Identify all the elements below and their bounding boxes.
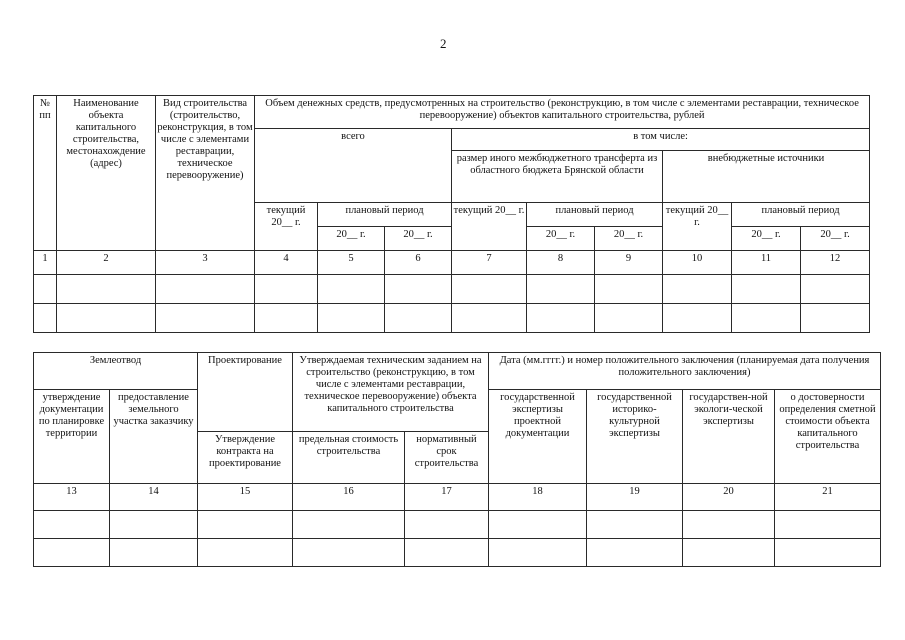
header-extrabudgetary-sources: внебюджетные источники (663, 151, 870, 203)
column-number: 17 (405, 484, 489, 511)
header-interbudget-transfer: размер иного межбюджетного трансферта из областного бюджета Брянской области (452, 151, 663, 203)
table-row (34, 304, 870, 333)
column-number: 21 (775, 484, 881, 511)
empty-cell (683, 539, 775, 567)
column-number: 1 (34, 251, 57, 275)
header-conclusion-date: Дата (мм.гггг.) и номер положительного заключения (планируемая дата получения положительного заключения) (489, 353, 881, 390)
empty-cell (34, 304, 57, 333)
table-row (34, 275, 870, 304)
empty-cell (198, 539, 293, 567)
column-number: 15 (198, 484, 293, 511)
empty-cell (385, 275, 452, 304)
empty-cell (489, 511, 587, 539)
header-standard-term: нормативный срок строительства (405, 432, 489, 484)
empty-cell (452, 304, 527, 333)
empty-cell (527, 304, 595, 333)
empty-cell (198, 511, 293, 539)
empty-cell (34, 511, 110, 539)
header-ecological-expertise: государствен-ной экологи-ческой экспертизы (683, 390, 775, 484)
empty-cell (293, 539, 405, 567)
header-including: в том числе: (452, 129, 870, 151)
empty-cell (595, 304, 663, 333)
header-planned-year: 20__ г. (732, 227, 801, 251)
table-row (34, 511, 881, 539)
empty-cell (110, 511, 198, 539)
header-planned-year: 20__ г. (801, 227, 870, 251)
header-funding-volume: Объем денежных средств, предусмотренных на строительство (реконструкцию, в том числе с элементами реставрации, техническое перевооружение) объектов капитального строительства, рублей (255, 96, 870, 129)
header-land-provision: предоставление земельного участка заказчику (110, 390, 198, 484)
header-planned-year: 20__ г. (527, 227, 595, 251)
empty-cell (452, 275, 527, 304)
header-cost-reliability: о достоверности определения сметной стоимости объекта капитального строительства (775, 390, 881, 484)
empty-cell (57, 275, 156, 304)
empty-cell (775, 511, 881, 539)
empty-cell (595, 275, 663, 304)
empty-cell (255, 304, 318, 333)
header-planned-year: 20__ г. (595, 227, 663, 251)
empty-cell (663, 304, 732, 333)
empty-cell (385, 304, 452, 333)
empty-cell (587, 539, 683, 567)
empty-cell (801, 275, 870, 304)
header-total: всего (255, 129, 452, 203)
empty-cell (405, 511, 489, 539)
header-planned-period: плановый период (732, 203, 870, 227)
header-approved-by-terms: Утверждаемая техническим заданием на строительство (реконструкцию, в том числе с элементами реставрации, техническое перевооружение) объекта капитального строительства (293, 353, 489, 432)
empty-cell (110, 539, 198, 567)
column-number: 4 (255, 251, 318, 275)
column-number: 14 (110, 484, 198, 511)
column-number: 16 (293, 484, 405, 511)
header-design-contract: Утверждение контракта на проектирование (198, 432, 293, 484)
empty-cell (732, 304, 801, 333)
column-number: 6 (385, 251, 452, 275)
column-number: 11 (732, 251, 801, 275)
header-planned-year: 20__ г. (385, 227, 452, 251)
header-planned-period: плановый период (527, 203, 663, 227)
column-number: 7 (452, 251, 527, 275)
column-number: 2 (57, 251, 156, 275)
column-number: 20 (683, 484, 775, 511)
column-number-row (34, 484, 881, 511)
header-current-year: текущий 20__ г. (452, 203, 527, 251)
column-number: 13 (34, 484, 110, 511)
header-state-expertise: государственной экспертизы проектной документации (489, 390, 587, 484)
empty-cell (318, 304, 385, 333)
header-row-number: № пп (34, 96, 57, 251)
empty-cell (775, 539, 881, 567)
header-land-allocation: Землеотвод (34, 353, 198, 390)
empty-cell (156, 304, 255, 333)
table-row (34, 539, 881, 567)
column-number: 8 (527, 251, 595, 275)
header-construction-type: Вид строительства (строительство, реконструкция, в том числе с элементами реставрации, техническое перевооружение) (156, 96, 255, 251)
empty-cell (405, 539, 489, 567)
page-number: 2 (440, 36, 447, 51)
empty-cell (587, 511, 683, 539)
empty-cell (801, 304, 870, 333)
column-number: 10 (663, 251, 732, 275)
column-number-row (34, 251, 870, 275)
empty-cell (156, 275, 255, 304)
empty-cell (318, 275, 385, 304)
empty-cell (663, 275, 732, 304)
column-number: 19 (587, 484, 683, 511)
land-design-expertise-table (33, 352, 881, 567)
empty-cell (34, 539, 110, 567)
column-number: 18 (489, 484, 587, 511)
column-number: 3 (156, 251, 255, 275)
capital-construction-funding-table (33, 95, 870, 333)
empty-cell (293, 511, 405, 539)
empty-cell (683, 511, 775, 539)
header-planning-approval: утверждение документации по планировке территории (34, 390, 110, 484)
empty-cell (34, 275, 57, 304)
empty-cell (255, 275, 318, 304)
column-number: 12 (801, 251, 870, 275)
empty-cell (57, 304, 156, 333)
header-current-year: текущий 20__ г. (255, 203, 318, 251)
header-max-cost: предельная стоимость строительства (293, 432, 405, 484)
empty-cell (527, 275, 595, 304)
header-current-year: текущий 20__ г. (663, 203, 732, 251)
column-number: 5 (318, 251, 385, 275)
column-number: 9 (595, 251, 663, 275)
empty-cell (489, 539, 587, 567)
header-object-name: Наименование объекта капитального строительства, местонахождение (адрес) (57, 96, 156, 251)
empty-cell (732, 275, 801, 304)
header-planned-period: плановый период (318, 203, 452, 227)
header-planned-year: 20__ г. (318, 227, 385, 251)
header-historical-cultural-expertise: государственной историко-культурной экспертизы (587, 390, 683, 484)
header-design: Проектирование (198, 353, 293, 432)
